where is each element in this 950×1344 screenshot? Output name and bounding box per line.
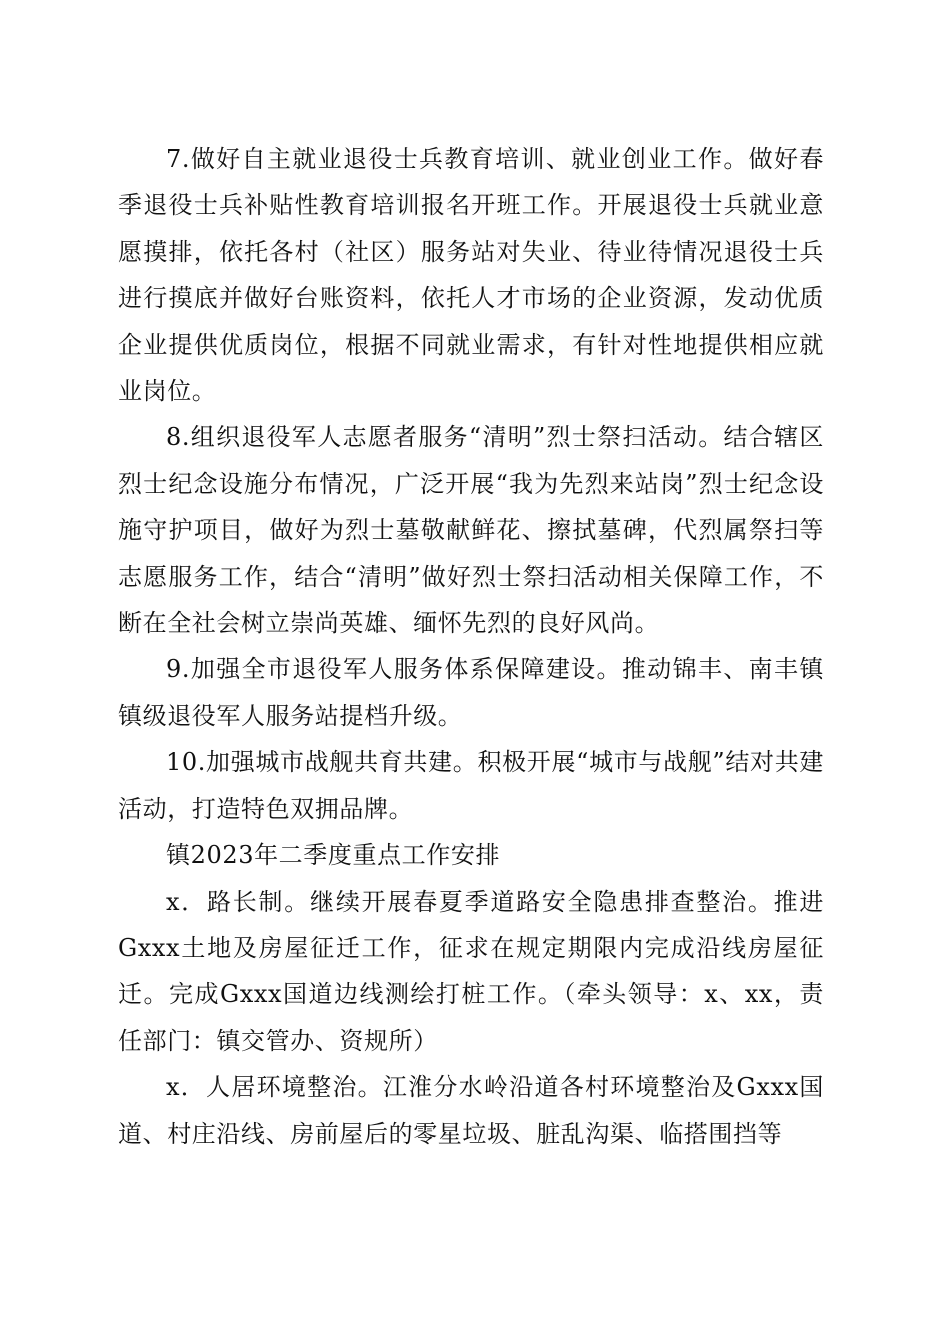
paragraph-road-chief: x．路长制。继续开展春夏季道路安全隐患排查整治。推进Gxxx土地及房屋征迁工作，征求在规定期限内完成沿线房屋征迁。完成Gxxx国道边线测绘打桩工作。（牵头领导：x、xx，责任部门：镇交管办、资规所） bbox=[118, 887, 824, 1055]
paragraph-item-8: 8.组织退役军人志愿者服务“清明”烈士祭扫活动。结合辖区烈士纪念设施分布情况，广泛开展“我为先烈来站岗”烈士纪念设施守护项目，做好为烈士墓敬献鲜花、擦拭墓碑，代烈属祭扫等志愿服务工作，结合“清明”做好烈士祭扫活动相关保障工作，不断在全社会树立崇尚英雄、缅怀先烈的良好风尚。 bbox=[118, 423, 824, 638]
paragraph-living-environment: x．人居环境整治。江淮分水岭沿道各村环境整治及Gxxx国道、村庄沿线、房前屋后的零星垃圾、脏乱沟渠、临搭围挡等 bbox=[118, 1073, 824, 1148]
paragraph-item-7: 7.做好自主就业退役士兵教育培训、就业创业工作。做好春季退役士兵补贴性教育培训报名开班工作。开展退役士兵就业意愿摸排，依托各村（社区）服务站对失业、待业待情况退役士兵进行摸底并做好台账资料，依托人才市场的企业资源，发动优质企业提供优质岗位，根据不同就业需求，有针对性地提供相应就业岗位。 bbox=[118, 145, 824, 406]
paragraph-item-10: 10.加强城市战舰共育共建。积极开展“城市与战舰”结对共建活动，打造特色双拥品牌。 bbox=[118, 748, 824, 823]
document-body bbox=[118, 136, 824, 1157]
paragraph-item-9: 9.加强全市退役军人服务体系保障建设。推动锦丰、南丰镇镇级退役军人服务站提档升级。 bbox=[118, 655, 824, 730]
section-heading: 镇2023年二季度重点工作安排 bbox=[166, 841, 501, 870]
